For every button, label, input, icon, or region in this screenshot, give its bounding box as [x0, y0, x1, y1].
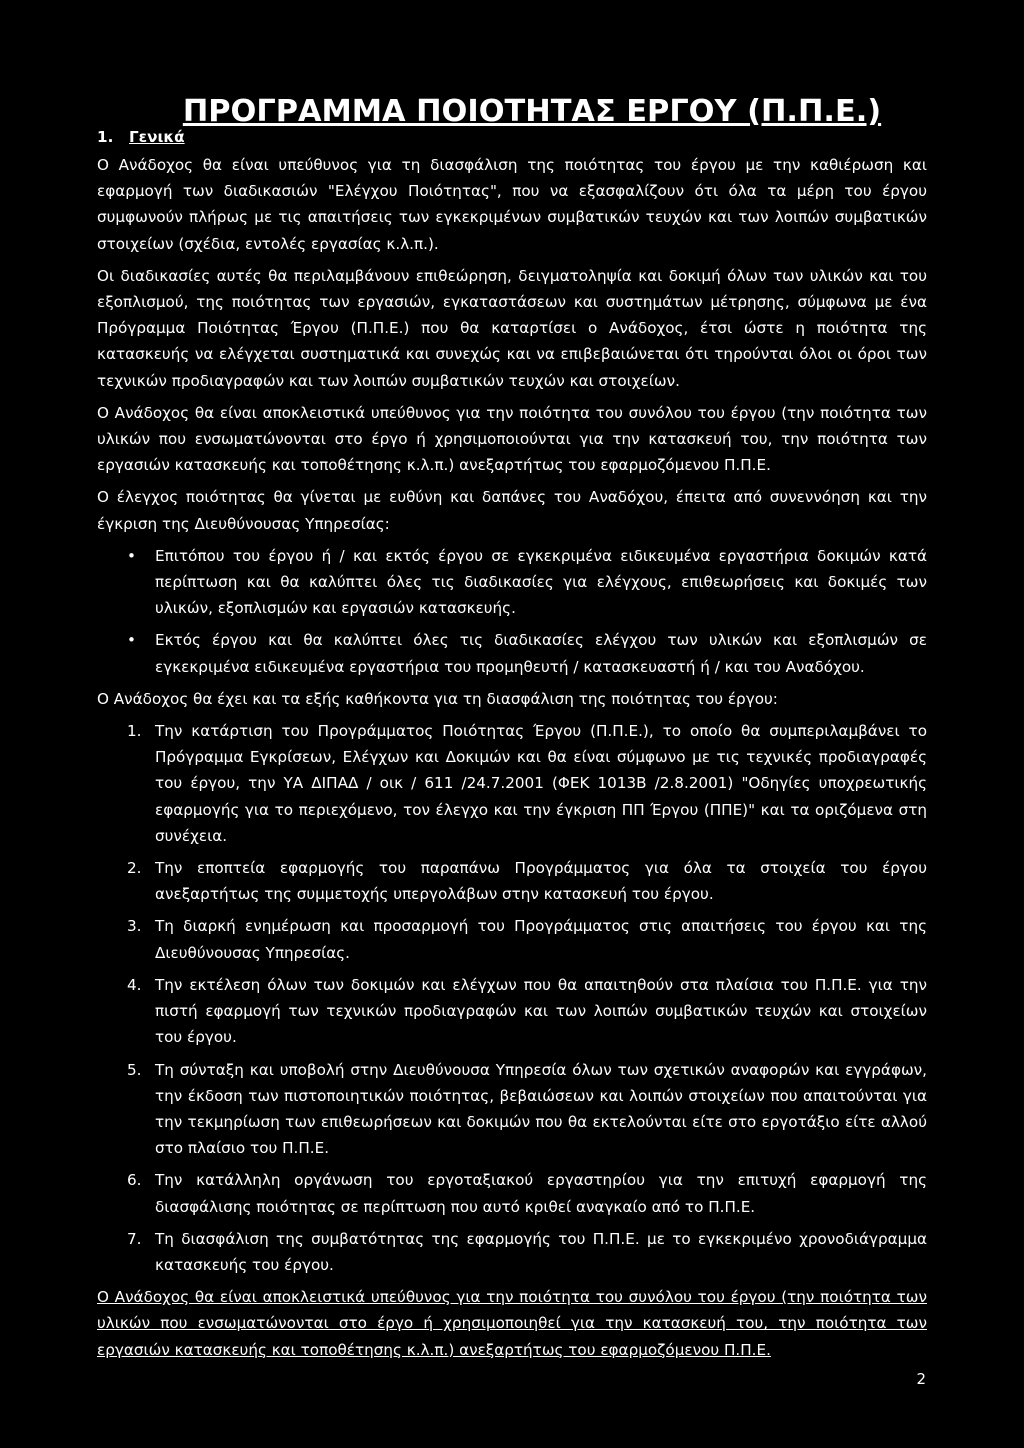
final-paragraph: Ο Ανάδοχος θα είναι αποκλειστικά υπεύθυνος για την ποιότητα του συνόλου του έργου (την ποιότητα των υλικών που ενσωματώνονται στο έργο ή χρησιμοποιηθεί για την κατασκευή του, την ποιότητα των εργασιών κατασκευής και τοποθέτησης κ.λ.π.) ανεξαρτήτως του εφαρμοζόμενου Π.Π.Ε.: [97, 1288, 927, 1359]
paragraph-1: Ο Ανάδοχος θα είναι υπεύθυνος για τη διασφάλιση της ποιότητας του έργου με την καθιέρωση και εφαρμογή των διαδικασιών "Ελέγχου Ποιότητας", που να εξασφαλίζουν ότι όλα τα μέρη του έργου συμφωνούν πλήρως με τις απαιτήσεις των εγκεκριμένων συμβατικών τευχών και των λοιπών συμβατικών στοιχείων (σχέδια, εντολές εργασίας κ.λ.π.).: [97, 156, 927, 253]
duty-text: Την κατάρτιση του Προγράμματος Ποιότητας Έργου (Π.Π.Ε.), το οποίο θα συμπεριλαμβάνει το Πρόγραμμα Εγκρίσεων, Ελέγχων και Δοκιμών και θα είναι σύμφωνο με τις τεχνικές προδιαγραφές του έργου, την ΥΑ ΔΙΠΑΔ / οικ / 611 /24.7.2001 (ΦΕΚ 1013Β /2.8.2001) "Οδηγίες υποχρεωτικής εφαρμογής για το περιεχόμενο, τον έλεγχο και την έγκριση ΠΠ Έργου (ΠΠΕ)" και τα οριζόμενα στη συνέχεια.: [155, 722, 927, 845]
duty-item: [97, 1226, 927, 1278]
duty-text: Τη σύνταξη και υποβολή στην Διευθύνουσα Υπηρεσία όλων των σχετικών αναφορών και εγγράφων, την έκδοση των πιστοποιητικών ποιότητας, βεβαιώσεων και λοιπών στοιχείων που απαιτούνται για την τεκμηρίωση των επιθεωρήσεων και δοκιμών που θα εκτελούνται είτε στο εργοτάξιο είτε αλλού στο πλαίσιο του Π.Π.Ε.: [155, 1060, 927, 1158]
paragraph-4: Ο έλεγχος ποιότητας θα γίνεται με ευθύνη και δαπάνες του Αναδόχου, έπειτα από συνεννόηση και την έγκριση της Διευθύνουσας Υπηρεσίας:: [97, 488, 927, 533]
bullet-icon: •: [127, 631, 136, 650]
document-title: ΠΡΟΓΡΑΜΜΑ ΠΟΙΟΤΗΤΑΣ ΕΡΓΟΥ (Π.Π.Ε.): [182, 94, 882, 129]
duty-number: 3.: [127, 917, 142, 936]
duty-text: Την εποπτεία εφαρμογής του παραπάνω Προγράμματος για όλα τα στοιχεία του έργου ανεξαρτήτως της συμμετοχής υπεργολάβων στην κατασκευή του έργου.: [155, 859, 927, 904]
duty-text: Τη διασφάλιση της συμβατότητας της εφαρμογής του Π.Π.Ε. με το εγκεκριμένο χρονοδιάγραμμα κατασκευής του έργου.: [155, 1229, 927, 1274]
paragraph-3: Ο Ανάδοχος θα είναι αποκλειστικά υπεύθυνος για την ποιότητα του συνόλου του έργου (την ποιότητα των υλικών που ενσωματώνονται στο έργο ή χρησιμοποιούνται για την κατασκευή του, την ποιότητα των εργασιών κατασκευής και τοποθέτησης κ.λ.π.) ανεξαρτήτως του εφαρμοζόμενου Π.Π.Ε.: [97, 403, 927, 475]
duties-intro: Ο Ανάδοχος θα έχει και τα εξής καθήκοντα για τη διασφάλιση της ποιότητας του έργου:: [97, 689, 778, 708]
bullet-item: [97, 543, 927, 622]
bullet-list: [97, 543, 927, 680]
duty-text: Την κατάλληλη οργάνωση του εργοταξιακού εργαστηρίου για την επιτυχή εφαρμογή της διασφάλισης ποιότητας σε περίπτωση που αυτό κριθεί αναγκαίο από το Π.Π.Ε.: [155, 1171, 927, 1216]
duty-number: 6.: [127, 1171, 142, 1190]
duty-item: [97, 1057, 927, 1162]
duty-number: 5.: [127, 1060, 142, 1079]
bullet-text: Εκτός έργου και θα καλύπτει όλες τις διαδικασίες ελέγχου των υλικών και εξοπλισμών σε εγκεκριμένα ειδικευμένα εργαστήρια του προμηθευτή / κατασκευαστή ή / και του Αναδόχου.: [155, 631, 927, 676]
duty-item: [97, 855, 927, 907]
document-page: [97, 94, 927, 1369]
duty-item: [97, 913, 927, 965]
paragraph-2: Οι διαδικασίες αυτές θα περιλαμβάνουν επιθεώρηση, δειγματοληψία και δοκιμή όλων των υλικών και του εξοπλισμού, της ποιότητας των εργασιών, εγκαταστάσεων και συστημάτων μέτρησης, σύμφωνα με ένα Πρόγραμμα Ποιότητας Έργου (Π.Π.Ε.) που θα καταρτίσει ο Ανάδοχος, έτσι ώστε η ποιότητα της κατασκευής να ελέγχεται συστηματικά και συνεχώς και να επιβεβαιώνεται ότι τηρούνται όλοι οι όροι των τεχνικών προδιαγραφών και των λοιπών συμβατικών τευχών και στοιχείων.: [97, 266, 927, 390]
page-number: 2: [916, 1370, 926, 1388]
duties-list: [97, 718, 927, 1278]
section-title: Γενικά: [129, 128, 185, 146]
section-number: 1.: [97, 128, 114, 146]
duty-item: [97, 1167, 927, 1219]
duty-number: 4.: [127, 975, 142, 994]
bullet-item: [97, 627, 927, 679]
duty-number: 7.: [127, 1229, 142, 1248]
duty-item: [97, 972, 927, 1051]
duty-text: Την εκτέλεση όλων των δοκιμών και ελέγχων που θα απαιτηθούν στα πλαίσια του Π.Π.Ε. για την πιστή εφαρμογή των τεχνικών προδιαγραφών και των λοιπών συμβατικών τευχών και στοιχείων του έργου.: [155, 975, 927, 1047]
duty-text: Τη διαρκή ενημέρωση και προσαρμογή του Προγράμματος στις απαιτήσεις του έργου και της Διευθύνουσας Υπηρεσίας.: [155, 917, 927, 962]
duty-number: 2.: [127, 859, 142, 878]
bullet-text: Επιτόπου του έργου ή / και εκτός έργου σε εγκεκριμένα ειδικευμένα εργαστήρια δοκιμών κατά περίπτωση και θα καλύπτει όλες τις διαδικασίες για ελέγχους, επιθεωρήσεις και δοκιμές των υλικών, εξοπλισμών και εργασιών κατασκευής.: [155, 546, 927, 618]
duty-item: [97, 718, 927, 849]
duty-number: 1.: [127, 722, 142, 741]
bullet-icon: •: [127, 546, 136, 565]
